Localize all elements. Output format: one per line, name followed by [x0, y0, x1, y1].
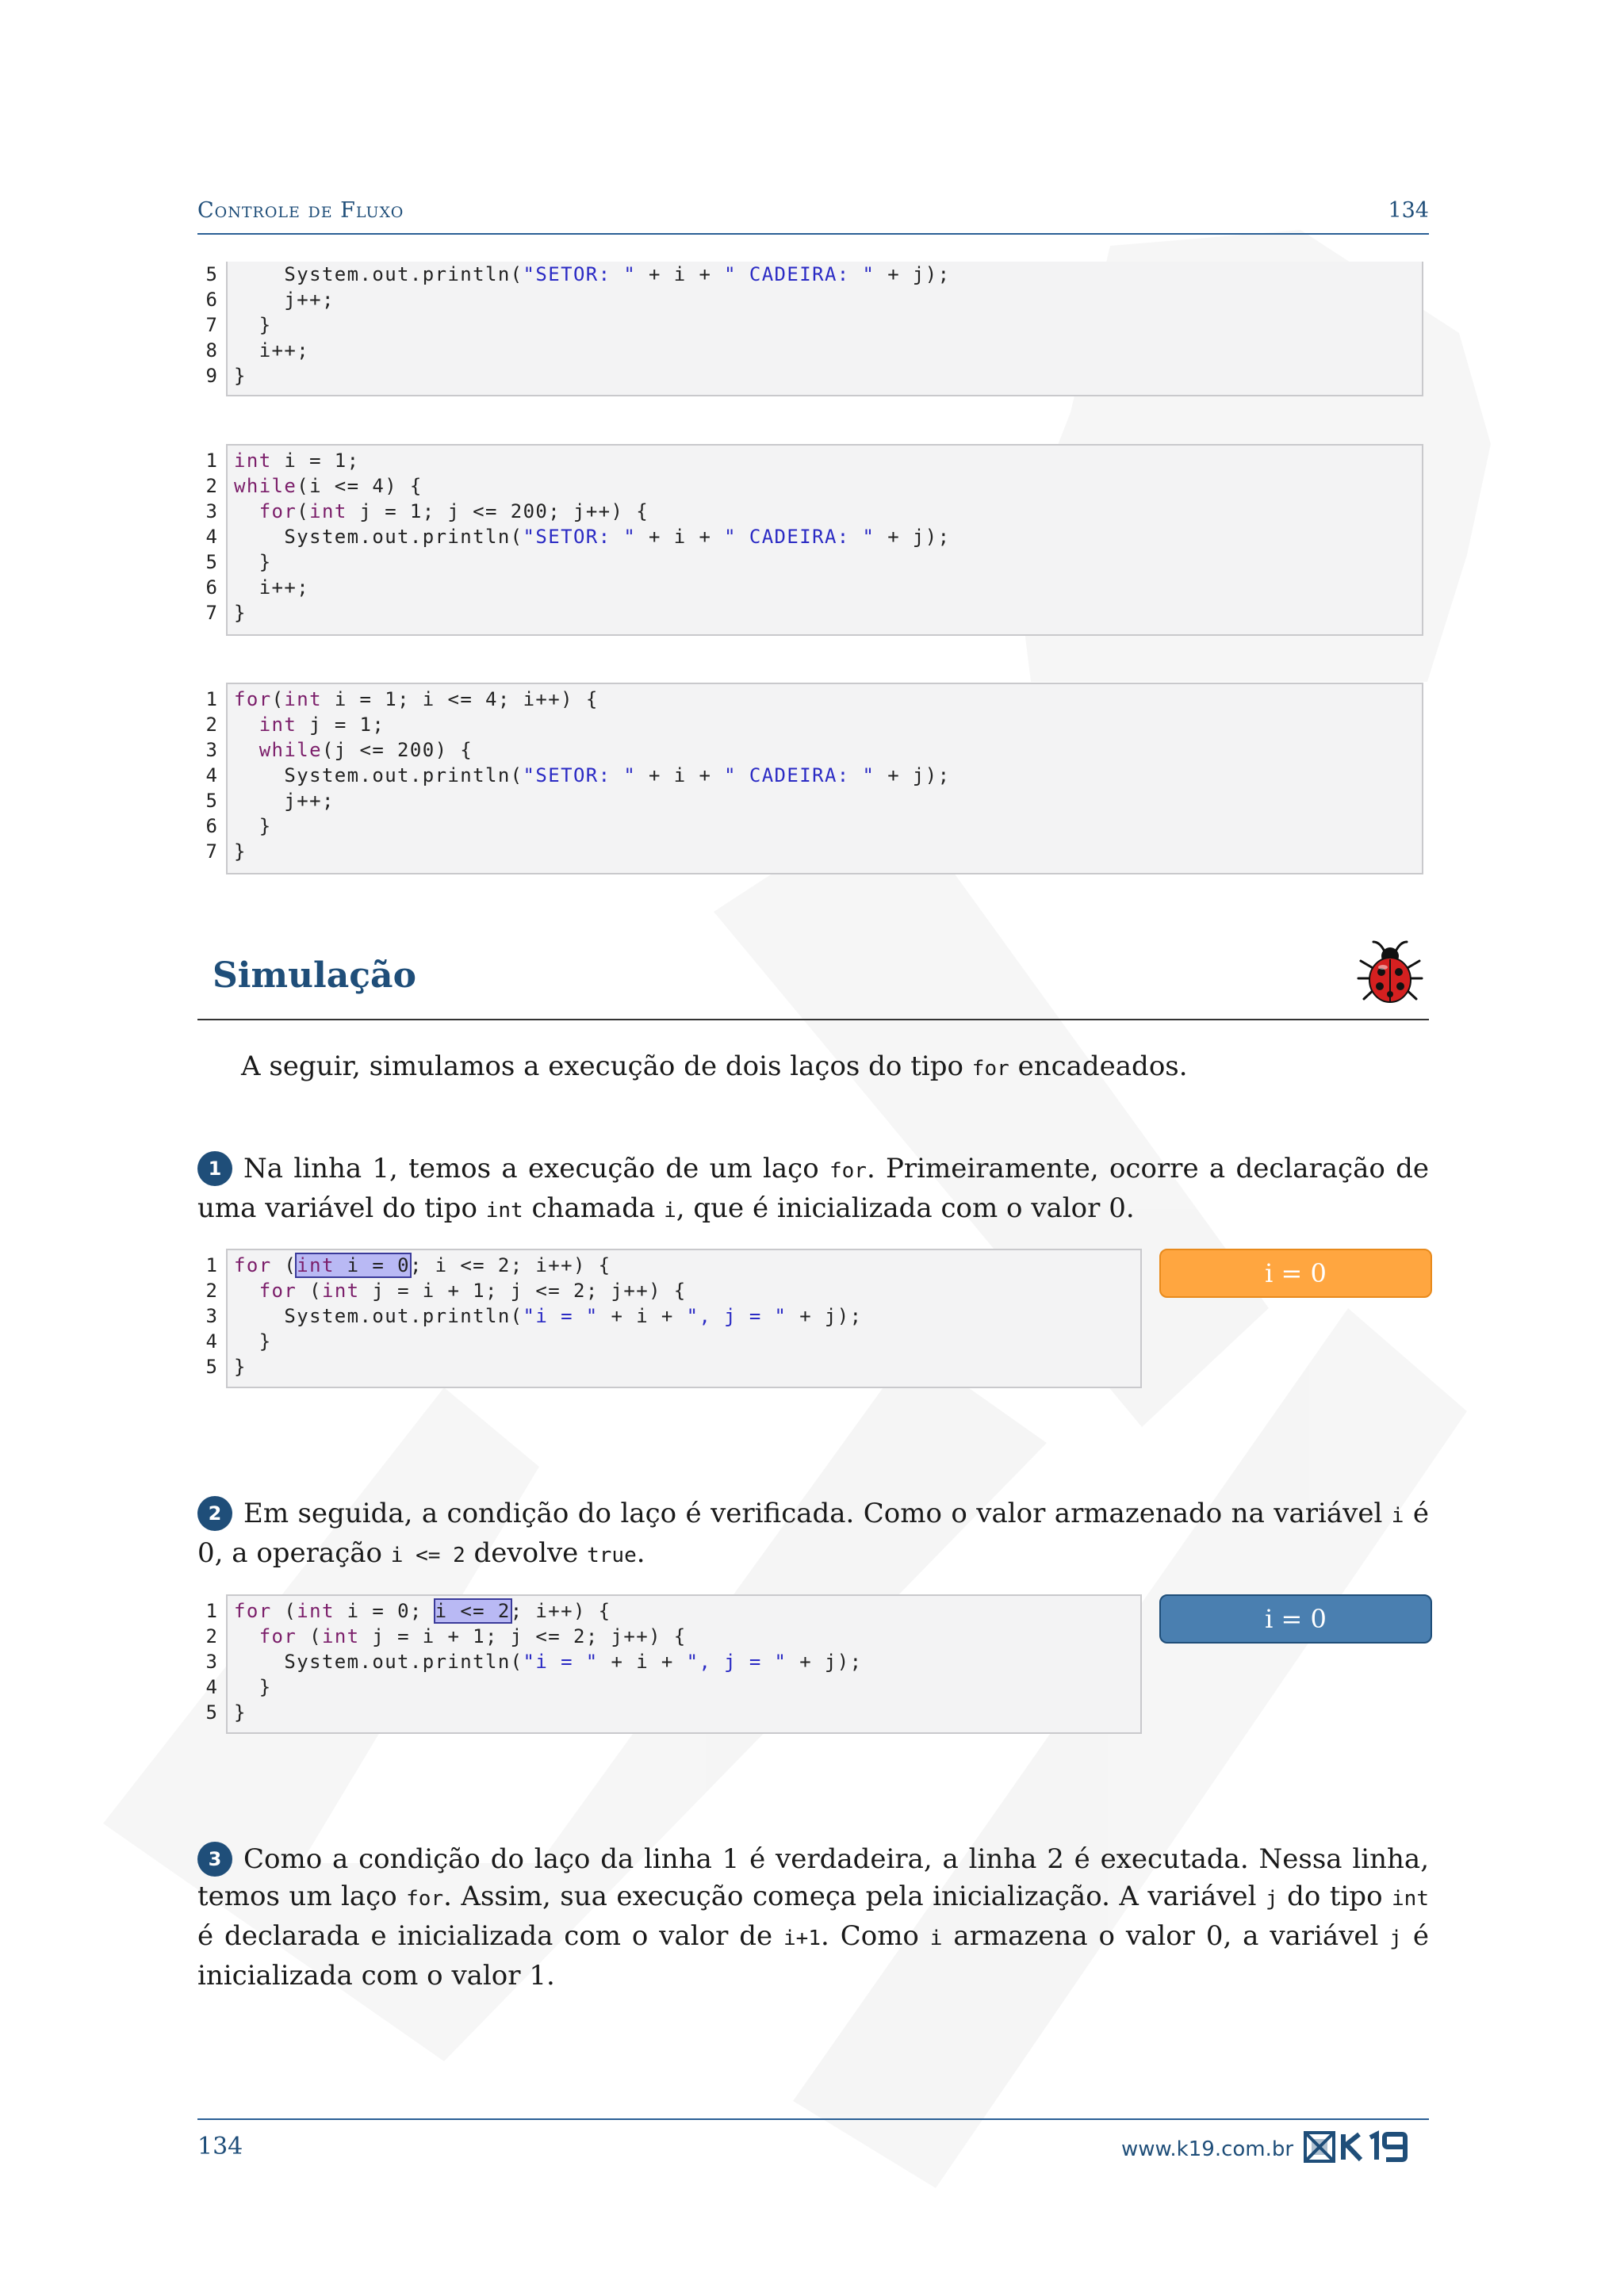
footer-url[interactable]: www.k19.com.br [1121, 2137, 1294, 2161]
code-line [234, 1253, 611, 1278]
code-text: ; i++) { [510, 1600, 611, 1622]
line-number: 5 [205, 1356, 217, 1378]
code-line [234, 1329, 272, 1354]
inline-code: i <= 2 [390, 1544, 465, 1567]
line-number: 5 [205, 1701, 217, 1724]
variable-box-i: i = 0 [1159, 1249, 1432, 1298]
code-line [234, 1303, 863, 1329]
line-number: 3 [205, 739, 217, 761]
inline-code: true [587, 1544, 637, 1567]
code-text: while(i <= 4) { [234, 475, 423, 497]
step-number-badge: 2 [197, 1496, 232, 1531]
inline-code: i [929, 1927, 943, 1950]
step-1-paragraph [197, 1150, 1429, 1230]
line-number: 5 [205, 263, 217, 285]
step-text: . Como [821, 1920, 930, 1952]
inline-code: for [406, 1887, 444, 1911]
header-page-number: 134 [1388, 198, 1429, 223]
code-text: System.out.println("i = " + i + ", j = " + j); [234, 1305, 863, 1327]
code-text: for(int j = 1; j <= 200; j++) { [259, 500, 649, 522]
code-line [234, 839, 247, 864]
code-text: j++; [234, 790, 335, 812]
line-number: 7 [205, 314, 217, 336]
intro-paragraph [241, 1048, 1431, 1088]
code-block-1-line-numbers [197, 262, 217, 388]
code-line [234, 1278, 687, 1303]
line-number: 2 [205, 1625, 217, 1647]
line-number: 6 [205, 815, 217, 837]
code-text: i++; [234, 339, 310, 362]
step-text: armazena o valor 0, a variável [942, 1920, 1390, 1952]
code-line [234, 1624, 687, 1649]
code-line [234, 788, 335, 813]
step-2-code-block [226, 1594, 1142, 1734]
k19-logo [1304, 2130, 1431, 2164]
code-text: } [234, 602, 247, 624]
code-text: for ( [234, 1254, 297, 1276]
code-line [234, 763, 950, 788]
line-number: 1 [205, 1254, 217, 1276]
code-block-3-line-numbers [197, 687, 217, 864]
code-line [234, 1700, 247, 1725]
code-text: System.out.println("i = " + i + ", j = " + j); [234, 1651, 863, 1673]
code-text: } [234, 365, 247, 387]
intro-text: A seguir, simulamos a execução de dois laços do tipo [241, 1050, 972, 1082]
footer-page-number: 134 [197, 2133, 243, 2160]
code-line [234, 524, 950, 549]
code-text: for (int i = 0; [234, 1600, 435, 1622]
code-text: } [234, 1330, 272, 1353]
code-text: for (int j = i + 1; j <= 2; j++) { [259, 1625, 687, 1647]
inline-code: i+1 [783, 1927, 821, 1950]
code-text: System.out.println("SETOR: " + i + " CADEIRA: " + j); [234, 526, 951, 548]
code-line [234, 737, 473, 763]
code-line [234, 1598, 611, 1624]
step-text: do tipo [1277, 1881, 1392, 1912]
code-line [234, 338, 309, 363]
code-text: } [234, 314, 272, 336]
ladybug-icon [1354, 937, 1426, 1008]
code-text: } [234, 840, 247, 863]
line-number: 1 [205, 688, 217, 710]
code-text: i++; [234, 576, 310, 599]
code-line [234, 499, 649, 524]
line-number: 7 [205, 602, 217, 624]
code-text: j++; [234, 289, 335, 311]
line-number: 4 [205, 764, 217, 786]
code-line [234, 687, 599, 712]
step-text: , que é inicializada com o valor 0. [676, 1192, 1135, 1224]
code-text: while(j <= 200) { [259, 739, 473, 761]
line-number: 9 [205, 365, 217, 387]
line-number: 3 [205, 1651, 217, 1673]
code-line [234, 262, 950, 287]
chapter-title: Controle de Fluxo [197, 198, 404, 223]
code-text: System.out.println("SETOR: " + i + " CADEIRA: " + j); [234, 764, 951, 786]
code-text: for(int i = 1; i <= 4; i++) { [234, 688, 599, 710]
code-text: int j = 1; [259, 714, 385, 736]
step-text: . Primeiramente, ocorre a declaração de uma variável do tipo [197, 1153, 1429, 1224]
code-block-2-line-numbers [197, 448, 217, 626]
code-text: } [234, 551, 272, 573]
code-line [234, 448, 360, 473]
line-number: 1 [205, 450, 217, 472]
line-number: 4 [205, 1676, 217, 1698]
step-number-badge: 1 [197, 1151, 232, 1186]
line-number: 4 [205, 1330, 217, 1353]
line-number: 6 [205, 576, 217, 599]
step-text: . Assim, sua execução começa pela inicialização. A variável [443, 1881, 1266, 1912]
inline-code: i [1391, 1504, 1404, 1528]
step-text: Como a condição do laço da linha 1 é verdadeira, a linha 2 é executada. Nessa linha, temos um laço [197, 1843, 1429, 1912]
inline-code: for [829, 1159, 867, 1183]
step-2-line-numbers [197, 1598, 217, 1725]
code-line [234, 1674, 272, 1700]
step-3-paragraph [197, 1841, 1429, 1995]
code-block-1 [226, 262, 1423, 396]
inline-code: for [971, 1057, 1009, 1081]
code-block-2 [226, 444, 1423, 636]
inline-code: int [1392, 1887, 1429, 1911]
line-number: 7 [205, 840, 217, 863]
code-text: int i = 1; [234, 450, 360, 472]
intro-text: encadeados. [1009, 1050, 1188, 1082]
step-1-code-block [226, 1249, 1142, 1388]
step-text: chamada [523, 1192, 665, 1224]
line-number: 2 [205, 1280, 217, 1302]
step-2-paragraph [197, 1495, 1429, 1575]
step-text: Na linha 1, temos a execução de um laço [243, 1153, 829, 1184]
code-highlight: i <= 2 [435, 1600, 511, 1622]
code-highlight: int i = 0 [297, 1254, 410, 1276]
code-line [234, 712, 385, 737]
step-number-badge: 3 [197, 1842, 232, 1877]
inline-code: int [485, 1199, 523, 1223]
code-text: } [234, 1701, 247, 1724]
line-number: 5 [205, 551, 217, 573]
step-text: Em seguida, a condição do laço é verificada. Como o valor armazenado na variável [243, 1498, 1392, 1529]
code-line [234, 363, 247, 388]
code-block-3 [226, 683, 1423, 874]
footer-divider [197, 2118, 1429, 2120]
line-number: 8 [205, 339, 217, 362]
line-number: 1 [205, 1600, 217, 1622]
line-number: 4 [205, 526, 217, 548]
code-text: ; i <= 2; i++) { [409, 1254, 611, 1276]
step-text: devolve [465, 1537, 588, 1569]
code-line [234, 287, 335, 312]
code-line [234, 473, 423, 499]
step-text: é 0, a operação [197, 1498, 1429, 1569]
code-text: } [234, 1676, 272, 1698]
line-number: 2 [205, 475, 217, 497]
code-line [234, 1649, 863, 1674]
inline-code: i [664, 1199, 676, 1223]
step-text: é declarada e inicializada com o valor de [197, 1920, 784, 1952]
line-number: 3 [205, 1305, 217, 1327]
code-text: } [234, 1356, 247, 1378]
line-number: 6 [205, 289, 217, 311]
section-divider [197, 1019, 1429, 1020]
code-line [234, 600, 247, 626]
page-header [197, 198, 1429, 235]
variable-box-i: i = 0 [1159, 1594, 1432, 1644]
line-number: 5 [205, 790, 217, 812]
line-number: 3 [205, 500, 217, 522]
code-line [234, 549, 272, 575]
code-line [234, 1354, 247, 1380]
code-line [234, 312, 272, 338]
code-text: System.out.println("SETOR: " + i + " CADEIRA: " + j); [234, 263, 951, 285]
code-text: } [234, 815, 272, 837]
code-text: for (int j = i + 1; j <= 2; j++) { [259, 1280, 687, 1302]
code-line [234, 575, 309, 600]
inline-code: j [1265, 1887, 1278, 1911]
step-text: . [636, 1537, 645, 1569]
inline-code: j [1389, 1927, 1402, 1950]
step-text: é inicializada com o valor 1. [197, 1920, 1429, 1992]
section-title: Simulação [213, 955, 416, 996]
code-line [234, 813, 272, 839]
line-number: 2 [205, 714, 217, 736]
step-1-line-numbers [197, 1253, 217, 1380]
